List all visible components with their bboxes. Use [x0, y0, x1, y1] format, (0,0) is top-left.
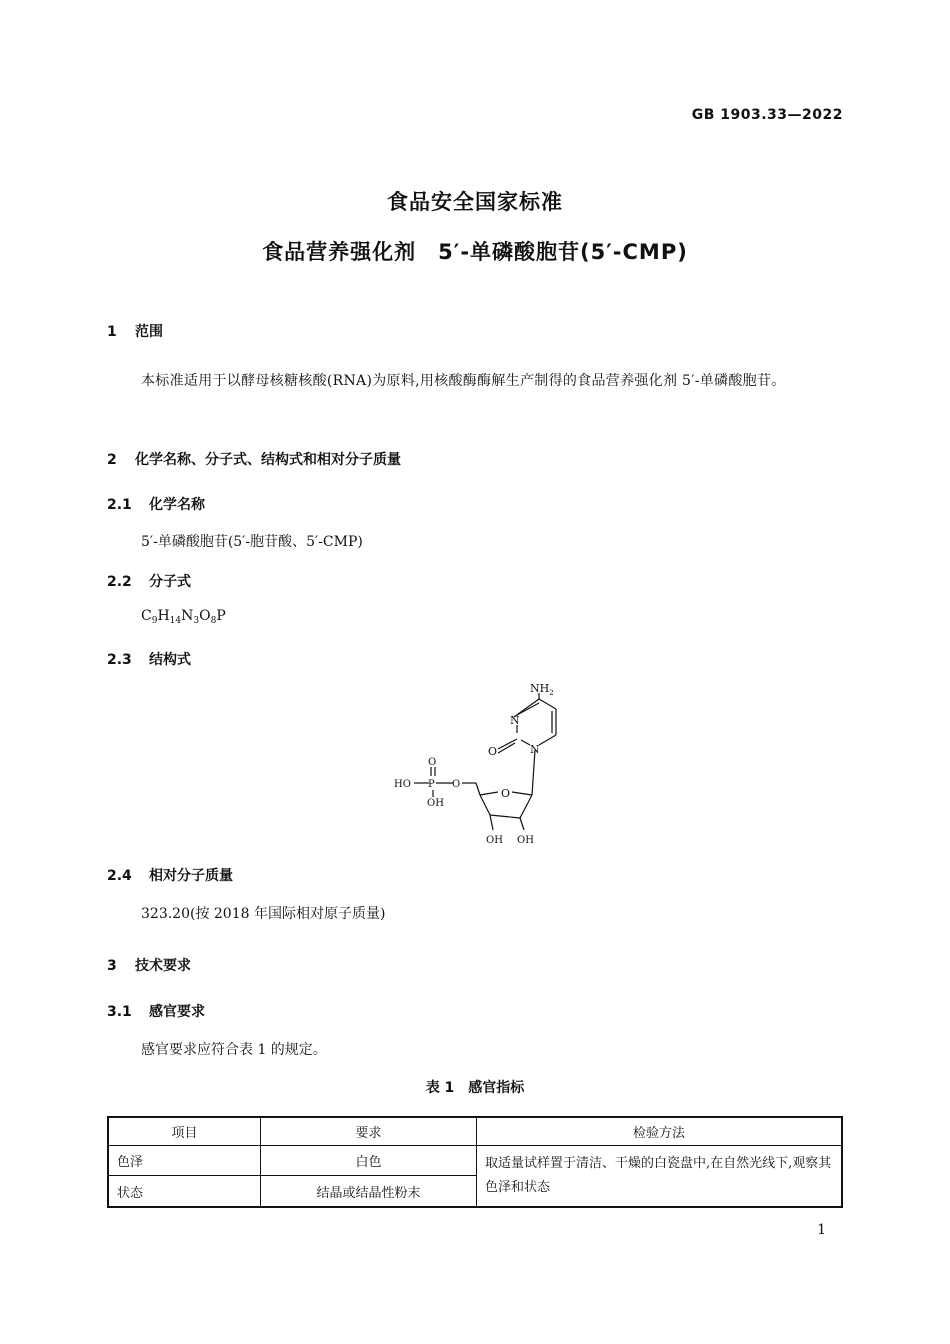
subsection-2-1-heading [107, 494, 205, 514]
subsection-title: 感官要求 [149, 1004, 205, 1020]
subsection-number: 2.2 [107, 574, 132, 590]
table-caption: 表 1 感官指标 [425, 1080, 525, 1096]
subsection-number: 3.1 [107, 1004, 132, 1020]
table-row [108, 1146, 842, 1176]
section-1-heading [107, 321, 163, 341]
item-cell: 状态 [108, 1176, 261, 1207]
section-title: 技术要求 [135, 958, 191, 974]
molecular-mass: 323.20(按 2018 年国际相对原子质量) [141, 906, 386, 922]
ring-o-label: O [501, 787, 511, 800]
carbonyl-o-label: O [488, 745, 498, 758]
subsection-number: 2.3 [107, 652, 132, 668]
section-title: 范围 [135, 324, 163, 340]
item-cell: 色泽 [108, 1146, 261, 1176]
structural-formula [380, 675, 580, 855]
section-number: 2 [107, 452, 117, 468]
section-number: 1 [107, 324, 117, 340]
subsection-2-2-heading [107, 571, 191, 591]
subsection-title: 结构式 [149, 652, 191, 668]
subsection-number: 2.1 [107, 497, 132, 513]
scope-paragraph: 本标准适用于以酵母核糖核酸(RNA)为原料,用核酸酶酶解生产制得的食品营养强化剂 5′-单磷酸胞苷。 [141, 373, 786, 389]
column-header-item: 项目 [108, 1117, 261, 1146]
subsection-title: 相对分子质量 [149, 868, 233, 884]
phosphorus-label: P [428, 779, 435, 790]
subsection-2-4-heading [107, 865, 233, 885]
section-2-heading [107, 449, 401, 469]
sensory-table [107, 1116, 843, 1208]
section-3-heading [107, 955, 191, 975]
ring-n3-label: N [510, 714, 520, 727]
column-header-method: 检验方法 [477, 1117, 843, 1146]
column-header-requirement: 要求 [261, 1117, 477, 1146]
requirement-cell: 白色 [261, 1146, 477, 1176]
molecular-formula: $C_9H_{14}N_3O_8P$ [141, 608, 226, 626]
document-title: 食品安全国家标准 [387, 190, 563, 214]
ester-o-label: O [452, 779, 461, 790]
page-number: 1 [817, 1222, 826, 1238]
subsection-title: 化学名称 [149, 497, 205, 513]
table-header-row [108, 1117, 842, 1146]
chemical-name: 5′-单磷酸胞苷(5′-胞苷酸、5′-CMP) [141, 534, 363, 550]
subsection-title: 分子式 [149, 574, 191, 590]
hydroxyl-2-label: OH [486, 835, 503, 846]
document-subtitle: 食品营养强化剂 5′-单磷酸胞苷(5′-CMP) [262, 240, 688, 264]
sensory-requirement-text: 感官要求应符合表 1 的规定。 [141, 1042, 327, 1058]
requirement-cell: 结晶或结晶性粉末 [261, 1176, 477, 1207]
section-title: 化学名称、分子式、结构式和相对分子质量 [135, 452, 401, 468]
section-number: 3 [107, 958, 117, 974]
method-cell: 取适量试样置于清洁、干燥的白瓷盘中,在自然光线下,观察其色泽和状态 [477, 1146, 843, 1208]
hydroxyl-3-label: OH [517, 835, 534, 846]
subsection-3-1-heading [107, 1001, 205, 1021]
standard-number: GB 1903.33—2022 [691, 107, 843, 123]
subsection-number: 2.4 [107, 868, 132, 884]
amino-group-label: $NH_2$ [530, 682, 554, 697]
phosphate-o-label: O [428, 757, 437, 768]
phosphate-oh-label: OH [427, 798, 444, 809]
subsection-2-3-heading [107, 649, 191, 669]
ring-n1-label: N [530, 743, 540, 756]
phosphate-ho-label: HO [394, 779, 411, 790]
